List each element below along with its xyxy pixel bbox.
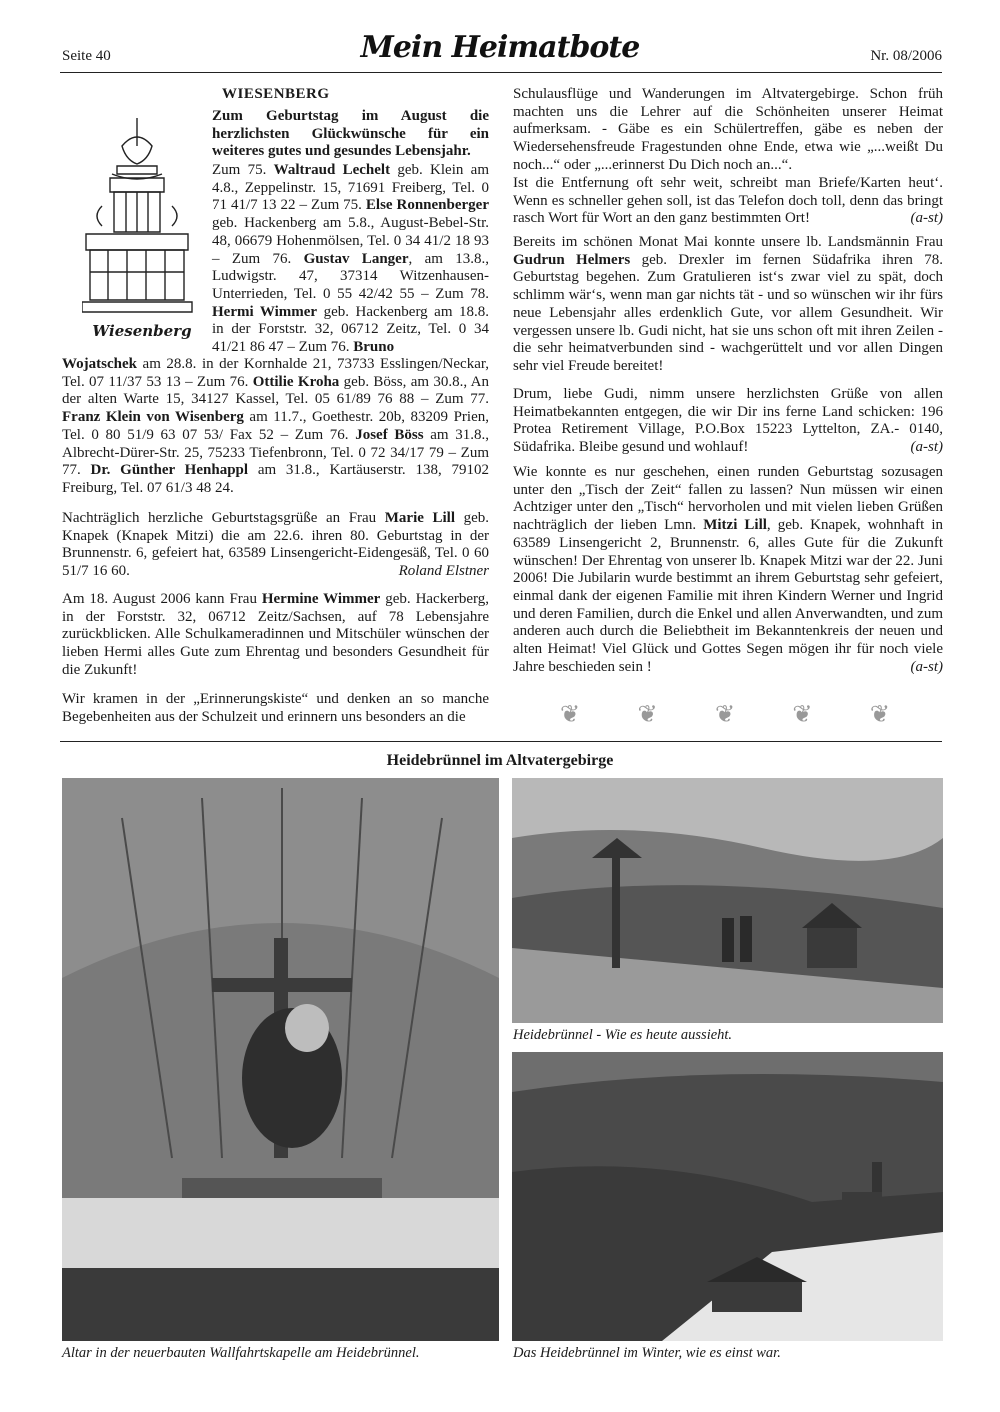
birthday-intro: Zum Geburtstag im August die herzlichsten Glückwünsche für ein weiteres gutes und gesundes Lebensjahr. [212, 108, 489, 160]
wiesenberg-fountain-illustration [82, 116, 202, 346]
page-number: Seite 40 [62, 48, 111, 64]
section-heading: WIESENBERG [222, 86, 330, 102]
today-photo-caption: Heidebrünnel - Wie es heute aussieht. [513, 1027, 733, 1043]
wiesenberg-crest-label: Wiesenberg [92, 322, 192, 340]
issue-number: Nr. 08/2006 [870, 48, 942, 64]
altar-photo [62, 778, 499, 1341]
section-rule [60, 741, 942, 742]
fountain-drawing [82, 116, 202, 326]
ornament-icon: ❦ [869, 700, 890, 728]
school-memories-paragraph: Wir kramen in der „Erinnerungskiste“ und denken an so manche Begebenheiten aus der Schulzeit und erinnern uns besonders an die [62, 691, 489, 725]
mitzi-lill-notice: Wie konnte es nur geschehen, einen runden Geburtstag sozusagen unter den „Tisch der Zeit“ fallen zu lassen? Nun müssen wir einen Achtziger unter den „Tisch“ hervorholen und mit vielen lieben Grüßen nachträglich der lieben Lmn. Mitzi Lill, geb. Knapek, wohnhaft in 63589 Linsengericht 2, Brunnenstr. 6, alles Gute für die Zukunft wünschen! Der Ehrentag von unserer lb. Knapek Mitzi war der 22. Juni 2006! Die Jubilarin wurde bestimmt an ihrem Geburtstag sehr gefeiert, einmal dank der eigenen Familie mit ihren Kindern Werner und Ingrid und deren Familien, durch die Enkel und allen Anverwandten, und zum anderen auch durch die Beliebtheit im Bekanntenkreis der neuen und alten Heimat! Viel Glück und Gottes Segen mögen ihr für noch viele Jahre beschieden sein ! (a-st) [513, 464, 943, 675]
signature: (a-st) [910, 439, 943, 456]
signature: (a-st) [910, 210, 943, 227]
left-column [62, 86, 489, 731]
ornament-icon: ❦ [792, 700, 813, 728]
photo-section-title: Heidebrünnel im Altvatergebirge [386, 752, 614, 769]
heidebruennel-today-photo [512, 778, 943, 1023]
hermine-wimmer-notice: Am 18. August 2006 kann Frau Hermine Wimmer geb. Hackerberg, in der Forststr. 32, 06712 Zeitz/Sachsen, auf 78 Lebensjahre zurückblicken. Alle Schulkameradinnen und Mitschüler wünschen der lieben Hermi alles Gute zum Ehrentag und besonders Gesundheit für die Zukunft! [62, 591, 489, 678]
gudrun-helmers-notice: Bereits im schönen Monat Mai konnte unsere lb. Landsmännin Frau Gudrun Helmers geb. Drexler im fernen Südafrika ihren 78. Geburtstag begehen. Zum Gratulieren ist‘s zwar viel zu spät, doch schlimm wär‘s, wenn man gar nichts tät - und so wünschen wir ihr fürs neue Lebensjahr alles erdenklich Gute, vor allem Gesundheit. Wir vergessen unsere lb. Gudi nicht, hat sie uns schon oft mit ihren Zeilen - die sehr heimatverbunden sind - wachgerüttelt und vor allen Dingen sehr viel Freude bereitet! [513, 234, 943, 374]
decorative-ornaments [560, 700, 890, 726]
heidebruennel-winter-photo [512, 1052, 943, 1341]
ornament-icon: ❦ [560, 700, 581, 728]
marie-lill-notice: Nachträglich herzliche Geburtstagsgrüße an Frau Marie Lill geb. Knapek (Knapek Mitzi) die am 22.6. ihren 80. Geburtstag in der Brunnenstr. 6, gefeiert hat, 63589 Linsengericht-Eidengesäß, Tel. 0 60 51/7 16 60. Roland Elstner [62, 510, 489, 580]
signature: Roland Elstner [398, 563, 489, 580]
birthday-list-part1: Zum 75. Waltraud Lechelt geb. Klein am 4.8., Zeppelinstr. 15, 71691 Freiberg, Tel. 0 71 41/7 13 22 – Zum 75. Else Ronnenberger geb. Hackenberg am 5.8., August-Bebel-Str. 48, 06679 Hohenmölsen, Tel. 0 34 41/2 18 93 – Zum 76. Gustav Langer, am 13.8., Ludwigstr. 47, 37314 Witzenhausen-Unterrieden, Tel. 0 55 42/42 55 – Zum 78. Hermi Wimmer geb. Hackenberg am 18.8. in der Forststr. 32, 06712 Zeitz, Tel. 0 34 41/21 86 47 – Zum 76. Bruno [212, 162, 489, 356]
gudrun-helmers-greeting: Drum, liebe Gudi, nimm unsere herzlichsten Grüße von allen Heimatbekannten entgegen, die wir Dir ins ferne Land schicken: 196 Protea Retirement Village, P.O.Box 15223 Lyttelton, ZA.- 0140, Südafrika. Bleibe gesund und wohlauf! (a-st) [513, 386, 943, 456]
altar-photo-caption: Altar in der neuerbauten Wallfahrtskapelle am Heidebrünnel. [62, 1345, 420, 1361]
masthead-logo: Mein Heimatbote [360, 30, 640, 65]
ornament-icon: ❦ [714, 700, 736, 728]
birthday-list-part2: Wojatschek am 28.8. in der Kornhalde 21, 73733 Esslingen/Neckar, Tel. 07 11/37 53 13 – Zum 76. Ottilie Kroha geb. Böss, am 30.8., An der alten Warte 15, 34127 Kassel, Tel. 05 61/89 76 88 – Zum 77. Franz Klein von Wisenberg am 11.7., Goethestr. 20b, 83209 Prien, Tel. 0 80 51/9 63 07 53/ Fax 52 – Zum 76. Josef Böss am 31.8., Albrecht-Dürer-Str. 25, 75233 Tiefenbronn, Tel. 0 72 34/17 79 – Zum 77. Dr. Günther Henhappl am 31.8., Kartäuserstr. 138, 79102 Freiburg, Tel. 07 61/3 48 24. [62, 356, 490, 496]
ornament-icon: ❦ [637, 700, 658, 728]
winter-photo-caption: Das Heidebrünnel im Winter, wie es einst war. [513, 1345, 781, 1361]
letters-paragraph: Ist die Entfernung oft sehr weit, schreibt man Briefe/Karten heut‘. Wenn es schneller gehen soll, ist das Telefon doch toll, denn das bringt rasch Wort für Wort an den ganz bestimmten Ort! (a-st) [513, 175, 943, 227]
header-rule [60, 72, 942, 73]
right-column [513, 86, 943, 686]
signature: (a-st) [910, 658, 943, 675]
school-trips-paragraph: Schulausflüge und Wanderungen im Altvatergebirge. Schon früh machten uns die Lehrer auf die Schönheiten unserer Heimat aufmerksam. - Gäbe es ein Schülertreffen, gäbe es neben der Wiedersehensfreude Fragestunden ohne Ende, etwa wie „...weißt Du noch...“ oder „...erinnerst Du Dich noch an...“. [513, 86, 943, 173]
